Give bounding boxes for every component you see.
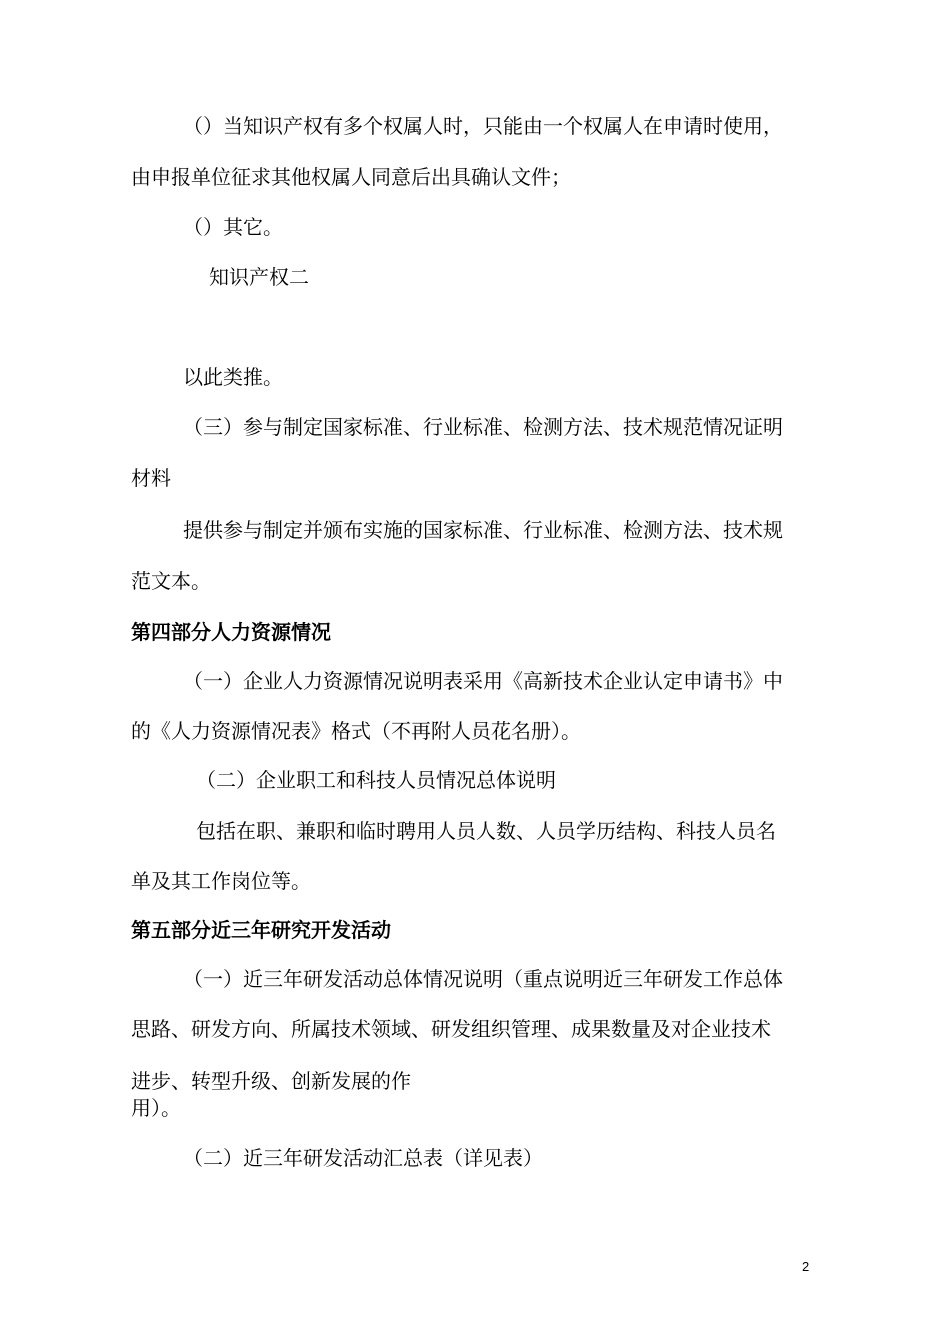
paragraph-line: 提供参与制定并颁布实施的国家标准、行业标准、检测方法、技术规 (183, 518, 783, 542)
paragraph-line: （三）参与制定国家标准、行业标准、检测方法、技术规范情况证明 (183, 415, 783, 439)
paragraph-line: 单及其工作岗位等。 (131, 869, 311, 893)
paragraph-line: （）其它。 (183, 215, 283, 239)
paragraph-line: （二）近三年研发活动汇总表（详见表） (183, 1146, 543, 1170)
paragraph-line: 知识产权二 (209, 265, 309, 289)
paragraph-line: （一）企业人力资源情况说明表采用《高新技术企业认定申请书》中 (183, 669, 783, 693)
paragraph-line: 以此类推。 (183, 365, 283, 389)
paragraph-line: （一）近三年研发活动总体情况说明（重点说明近三年研发工作总体 (183, 967, 783, 991)
paragraph-line: （二）企业职工和科技人员情况总体说明 (196, 768, 556, 792)
page-number: 2 (802, 1259, 810, 1274)
paragraph-line: 的《人力资源情况表》格式（不再附人员花名册）。 (131, 719, 581, 743)
paragraph-line: 范文本。 (131, 569, 211, 593)
paragraph-line: 进步、转型升级、创新发展的作 (131, 1069, 411, 1093)
section-heading: 第四部分人力资源情况 (131, 620, 331, 644)
paragraph-line: 由申报单位征求其他权属人同意后出具确认文件； (131, 165, 571, 189)
section-heading: 第五部分近三年研究开发活动 (131, 918, 391, 942)
paragraph-line: 思路、研发方向、所属技术领域、研发组织管理、成果数量及对企业技术 (131, 1017, 771, 1041)
paragraph-line: （）当知识产权有多个权属人时，只能由一个权属人在申请时使用， (183, 114, 783, 138)
paragraph-line: 用）。 (131, 1096, 181, 1120)
paragraph-line: 包括在职、兼职和临时聘用人员人数、人员学历结构、科技人员名 (196, 819, 776, 843)
paragraph-line: 材料 (131, 466, 171, 490)
